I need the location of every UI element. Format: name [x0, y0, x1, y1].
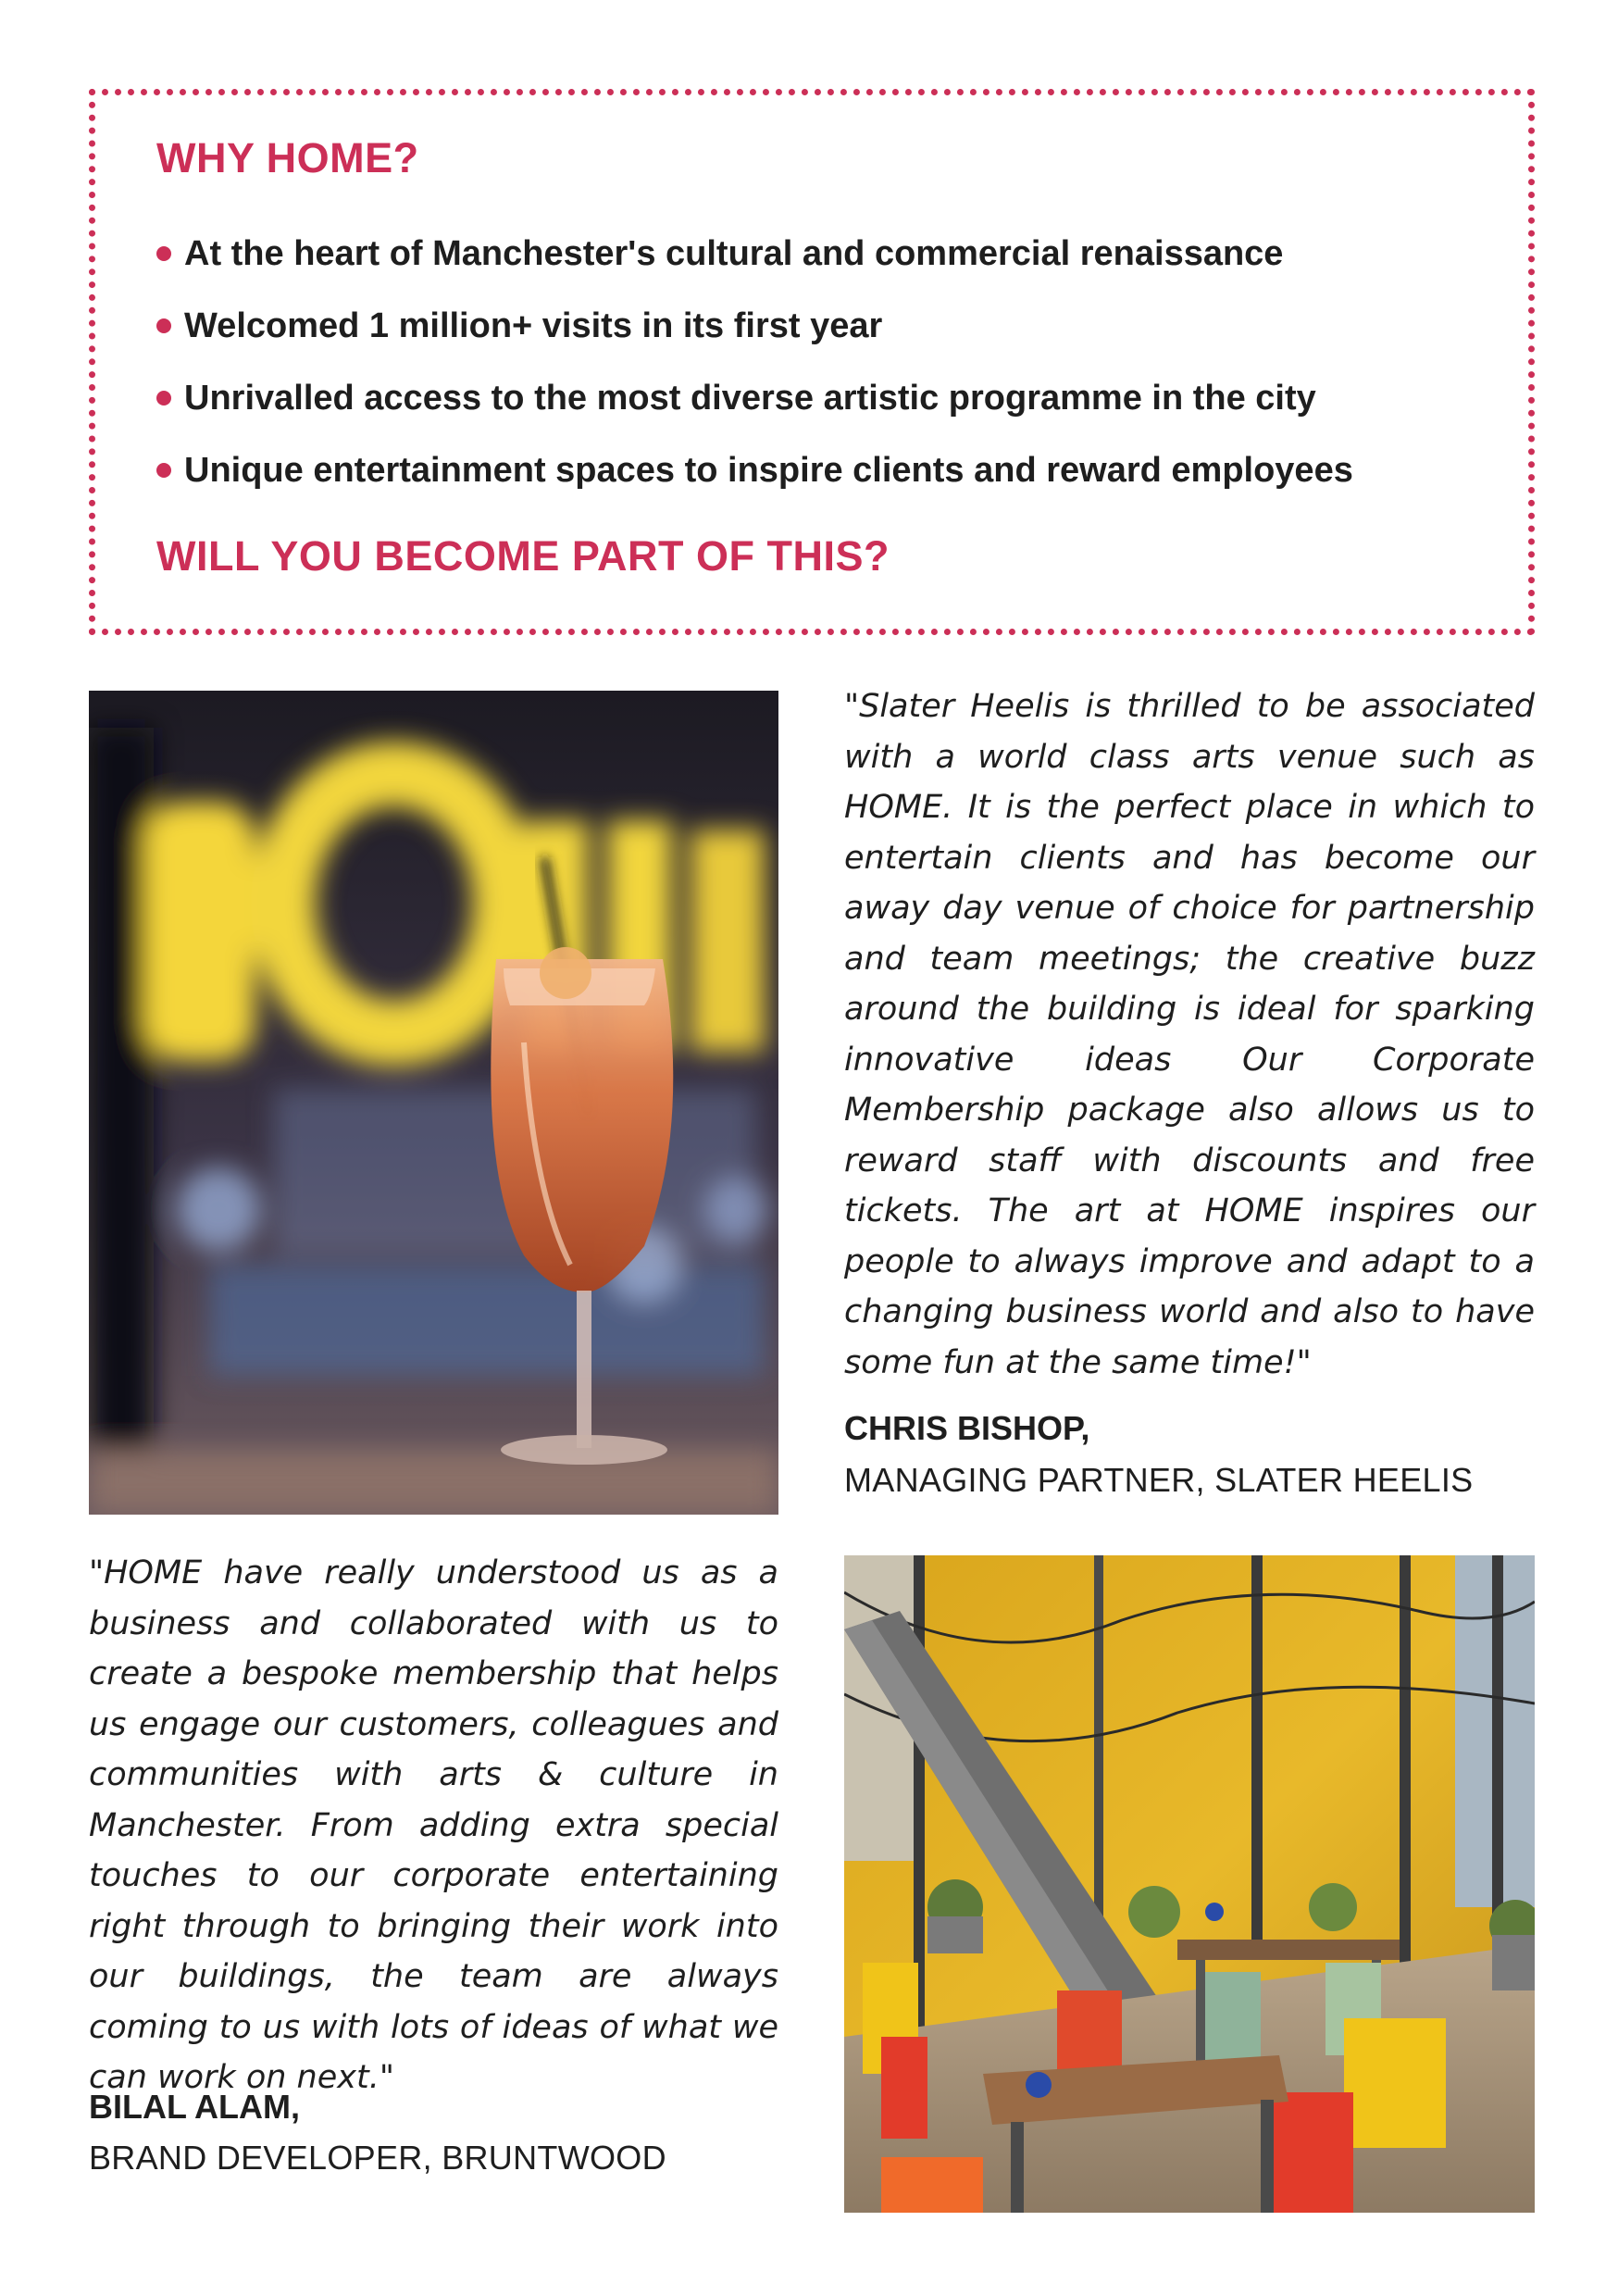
- testimonial-author-name: CHRIS BISHOP,: [844, 1409, 1090, 1447]
- list-item: [156, 218, 1353, 290]
- bullet-text: Welcomed 1 million+ visits in its first year: [184, 306, 883, 345]
- bullet-dot-icon: [156, 391, 171, 406]
- call-to-action-heading: WILL YOU BECOME PART OF THIS?: [156, 532, 890, 580]
- testimonial-author-role: BRAND DEVELOPER, BRUNTWOOD: [89, 2139, 666, 2177]
- cocktail-photo: [89, 691, 778, 1515]
- list-item: [156, 290, 1353, 362]
- bullet-dot-icon: [156, 318, 171, 333]
- why-home-box: [89, 89, 1535, 635]
- bullet-text: Unique entertainment spaces to inspire clients and reward employees: [184, 450, 1353, 490]
- testimonial-author-role: MANAGING PARTNER, SLATER HEELIS: [844, 1461, 1474, 1499]
- bullet-text: At the heart of Manchester's cultural and commercial renaissance: [184, 233, 1284, 273]
- list-item: [156, 362, 1353, 434]
- testimonial-quote-bruntwood: "HOME have really understood us as a business and collaborated with us to create a bespoke membership that helps us engage our customers, colleagues and communities with arts & culture in Manchester. From adding extra special touches to our corporate entertaining right through to bringing their work into our buildings, the team are always coming to us with lots of ideas of what we can work on next.": [89, 1554, 778, 2096]
- why-home-title: WHY HOME?: [156, 134, 419, 181]
- list-item: [156, 434, 1353, 506]
- testimonial-author-name: BILAL ALAM,: [89, 2088, 300, 2126]
- bullet-dot-icon: [156, 463, 171, 478]
- bullet-text: Unrivalled access to the most diverse artistic programme in the city: [184, 378, 1316, 418]
- why-home-bullet-list: [156, 218, 1353, 506]
- bullet-dot-icon: [156, 246, 171, 261]
- terrace-photo: [844, 1555, 1535, 2213]
- testimonial-quote-slater-heelis: "Slater Heelis is thrilled to be associated with a world class arts venue such as HOME. It is the perfect place in which to entertain clients and has become our away day venue of choice for partnership and team meetings; the creative buzz around the building is ideal for sparking innovative ideas Our Corporate Membership package also allows us to reward staff with discounts and free tickets. The art at HOME inspires our people to always improve and adapt to a changing business world and also to have some fun at the same time!": [844, 688, 1535, 1381]
